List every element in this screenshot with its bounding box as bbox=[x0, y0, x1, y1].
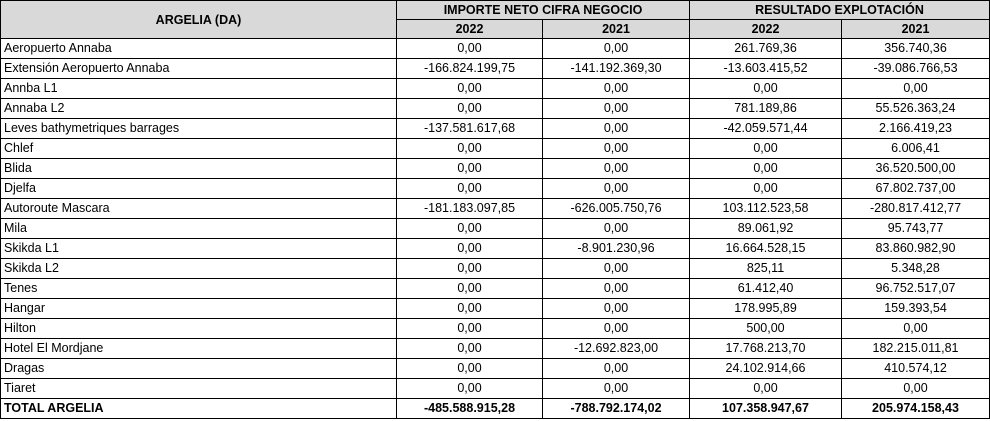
resultado-2022-cell: 103.112.523,58 bbox=[690, 199, 842, 219]
importe-2021-cell: -141.192.369,30 bbox=[543, 59, 690, 79]
resultado-2022-cell: 61.412,40 bbox=[690, 279, 842, 299]
resultado-2021-cell: 2.166.419,23 bbox=[842, 119, 990, 139]
year-header: 2021 bbox=[543, 20, 690, 39]
importe-2021-cell: 0,00 bbox=[543, 219, 690, 239]
total-label: TOTAL ARGELIA bbox=[1, 399, 397, 419]
table-row bbox=[1, 219, 990, 239]
importe-2022-cell: 0,00 bbox=[397, 99, 543, 119]
row-name: Hilton bbox=[1, 319, 397, 339]
resultado-2021-cell: 205.974.158,43 bbox=[842, 399, 990, 419]
table-row bbox=[1, 319, 990, 339]
importe-2022-cell: 0,00 bbox=[397, 219, 543, 239]
resultado-2021-cell: 36.520.500,00 bbox=[842, 159, 990, 179]
resultado-2021-cell: 0,00 bbox=[842, 379, 990, 399]
table-row bbox=[1, 59, 990, 79]
group-header-resultado: RESULTADO EXPLOTACIÓN bbox=[690, 1, 990, 20]
importe-2022-cell: 0,00 bbox=[397, 339, 543, 359]
importe-2022-cell: -485.588.915,28 bbox=[397, 399, 543, 419]
table-row bbox=[1, 299, 990, 319]
resultado-2021-cell: 410.574,12 bbox=[842, 359, 990, 379]
importe-2022-cell: 0,00 bbox=[397, 179, 543, 199]
importe-2022-cell: -181.183.097,85 bbox=[397, 199, 543, 219]
resultado-2021-cell: 96.752.517,07 bbox=[842, 279, 990, 299]
row-name: Hotel El Mordjane bbox=[1, 339, 397, 359]
year-header: 2022 bbox=[690, 20, 842, 39]
resultado-2022-cell: 0,00 bbox=[690, 79, 842, 99]
row-name: Tiaret bbox=[1, 379, 397, 399]
year-header: 2022 bbox=[397, 20, 543, 39]
resultado-2022-cell: 17.768.213,70 bbox=[690, 339, 842, 359]
importe-2022-cell: 0,00 bbox=[397, 299, 543, 319]
resultado-2021-cell: 5.348,28 bbox=[842, 259, 990, 279]
importe-2022-cell: -166.824.199,75 bbox=[397, 59, 543, 79]
resultado-2021-cell: 83.860.982,90 bbox=[842, 239, 990, 259]
resultado-2022-cell: -42.059.571,44 bbox=[690, 119, 842, 139]
importe-2021-cell: 0,00 bbox=[543, 259, 690, 279]
resultado-2022-cell: 0,00 bbox=[690, 179, 842, 199]
resultado-2022-cell: 24.102.914,66 bbox=[690, 359, 842, 379]
table-row bbox=[1, 359, 990, 379]
table-row bbox=[1, 199, 990, 219]
group-header-importe: IMPORTE NETO CIFRA NEGOCIO bbox=[397, 1, 690, 20]
resultado-2022-cell: 0,00 bbox=[690, 159, 842, 179]
importe-2021-cell: 0,00 bbox=[543, 279, 690, 299]
importe-2022-cell: -137.581.617,68 bbox=[397, 119, 543, 139]
row-name: Autoroute Mascara bbox=[1, 199, 397, 219]
importe-2021-cell: -8.901.230,96 bbox=[543, 239, 690, 259]
resultado-2022-cell: 107.358.947,67 bbox=[690, 399, 842, 419]
row-name: Blida bbox=[1, 159, 397, 179]
row-name: Hangar bbox=[1, 299, 397, 319]
resultado-2021-cell: 67.802.737,00 bbox=[842, 179, 990, 199]
table-body bbox=[1, 39, 990, 419]
resultado-2021-cell: 356.740,36 bbox=[842, 39, 990, 59]
resultado-2022-cell: 0,00 bbox=[690, 139, 842, 159]
resultado-2021-cell: -280.817.412,77 bbox=[842, 199, 990, 219]
table-row bbox=[1, 139, 990, 159]
table-row bbox=[1, 259, 990, 279]
resultado-2021-cell: -39.086.766,53 bbox=[842, 59, 990, 79]
resultado-2021-cell: 95.743,77 bbox=[842, 219, 990, 239]
resultado-2021-cell: 6.006,41 bbox=[842, 139, 990, 159]
resultado-2022-cell: 178.995,89 bbox=[690, 299, 842, 319]
resultado-2022-cell: 825,11 bbox=[690, 259, 842, 279]
resultado-2022-cell: -13.603.415,52 bbox=[690, 59, 842, 79]
importe-2021-cell: 0,00 bbox=[543, 299, 690, 319]
row-name: Aeropuerto Annaba bbox=[1, 39, 397, 59]
row-name: Chlef bbox=[1, 139, 397, 159]
table-row bbox=[1, 79, 990, 99]
importe-2022-cell: 0,00 bbox=[397, 359, 543, 379]
importe-2021-cell: 0,00 bbox=[543, 119, 690, 139]
importe-2021-cell: -626.005.750,76 bbox=[543, 199, 690, 219]
resultado-2022-cell: 500,00 bbox=[690, 319, 842, 339]
row-name: Leves bathymetriques barrages bbox=[1, 119, 397, 139]
resultado-2022-cell: 0,00 bbox=[690, 379, 842, 399]
importe-2022-cell: 0,00 bbox=[397, 239, 543, 259]
table-row bbox=[1, 239, 990, 259]
importe-2021-cell: 0,00 bbox=[543, 319, 690, 339]
row-name: Skikda L2 bbox=[1, 259, 397, 279]
importe-2021-cell: -788.792.174,02 bbox=[543, 399, 690, 419]
importe-2021-cell: 0,00 bbox=[543, 159, 690, 179]
row-name: Extensión Aeropuerto Annaba bbox=[1, 59, 397, 79]
importe-2022-cell: 0,00 bbox=[397, 259, 543, 279]
row-name: Annba L1 bbox=[1, 79, 397, 99]
row-name: Dragas bbox=[1, 359, 397, 379]
importe-2021-cell: 0,00 bbox=[543, 139, 690, 159]
importe-2021-cell: 0,00 bbox=[543, 79, 690, 99]
table-row bbox=[1, 119, 990, 139]
table-row bbox=[1, 279, 990, 299]
resultado-2022-cell: 16.664.528,15 bbox=[690, 239, 842, 259]
importe-2022-cell: 0,00 bbox=[397, 159, 543, 179]
resultado-2022-cell: 781.189,86 bbox=[690, 99, 842, 119]
importe-2021-cell: 0,00 bbox=[543, 379, 690, 399]
table-row bbox=[1, 379, 990, 399]
table-row bbox=[1, 159, 990, 179]
resultado-2021-cell: 159.393,54 bbox=[842, 299, 990, 319]
resultado-2022-cell: 261.769,36 bbox=[690, 39, 842, 59]
resultado-2021-cell: 0,00 bbox=[842, 319, 990, 339]
importe-2022-cell: 0,00 bbox=[397, 79, 543, 99]
row-name: Tenes bbox=[1, 279, 397, 299]
importe-2022-cell: 0,00 bbox=[397, 379, 543, 399]
importe-2022-cell: 0,00 bbox=[397, 39, 543, 59]
importe-2022-cell: 0,00 bbox=[397, 279, 543, 299]
resultado-2021-cell: 182.215.011,81 bbox=[842, 339, 990, 359]
table-row bbox=[1, 39, 990, 59]
table-header bbox=[1, 1, 990, 39]
table-row bbox=[1, 339, 990, 359]
importe-2021-cell: 0,00 bbox=[543, 179, 690, 199]
resultado-2021-cell: 0,00 bbox=[842, 79, 990, 99]
importe-2021-cell: 0,00 bbox=[543, 99, 690, 119]
row-name: Djelfa bbox=[1, 179, 397, 199]
importe-2022-cell: 0,00 bbox=[397, 319, 543, 339]
row-name: Annaba L2 bbox=[1, 99, 397, 119]
year-header: 2021 bbox=[842, 20, 990, 39]
importe-2021-cell: 0,00 bbox=[543, 39, 690, 59]
resultado-2022-cell: 89.061,92 bbox=[690, 219, 842, 239]
importe-2022-cell: 0,00 bbox=[397, 139, 543, 159]
row-name: Skikda L1 bbox=[1, 239, 397, 259]
table-row bbox=[1, 99, 990, 119]
row-name: Mila bbox=[1, 219, 397, 239]
resultado-2021-cell: 55.526.363,24 bbox=[842, 99, 990, 119]
table-row bbox=[1, 179, 990, 199]
importe-2021-cell: 0,00 bbox=[543, 359, 690, 379]
total-row bbox=[1, 399, 990, 419]
importe-2021-cell: -12.692.823,00 bbox=[543, 339, 690, 359]
row-header: ARGELIA (DA) bbox=[1, 1, 397, 39]
